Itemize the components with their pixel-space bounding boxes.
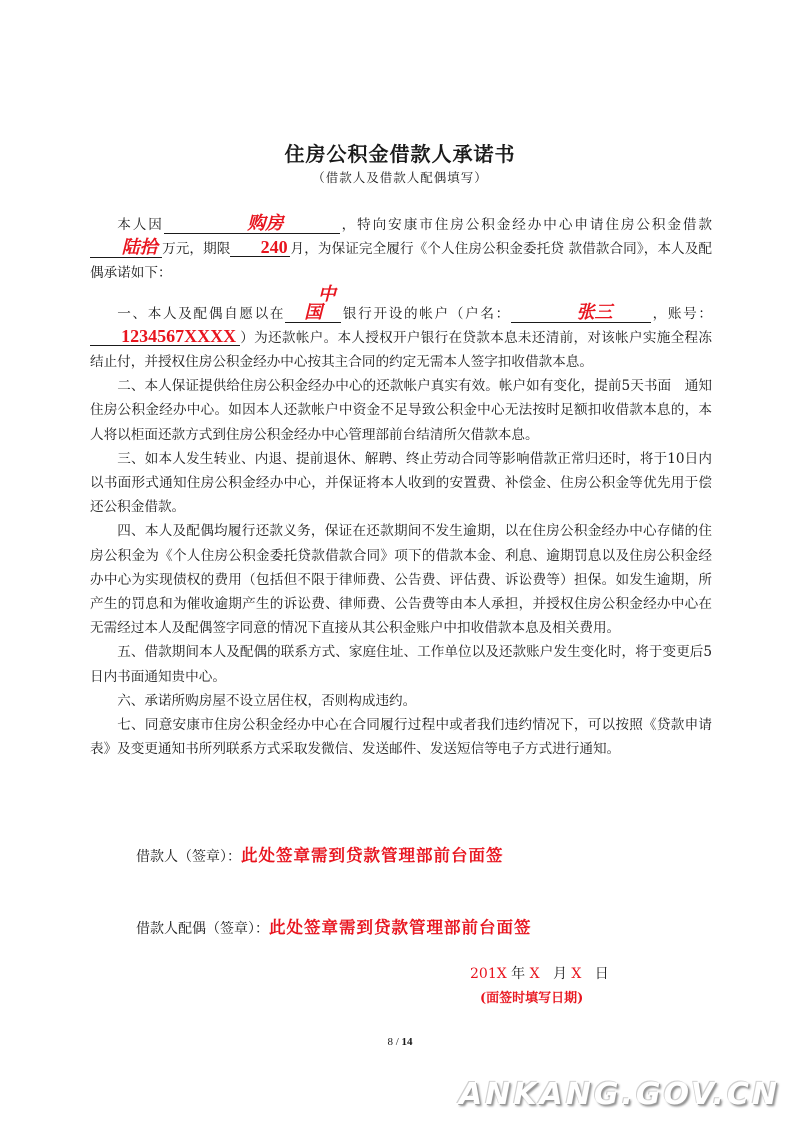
site-watermark: ANKANG.GOV.CN bbox=[458, 1077, 780, 1112]
intro-paragraph bbox=[90, 213, 712, 286]
borrower-signature-line bbox=[136, 842, 504, 866]
intro-text-3: 万元，期限 bbox=[162, 241, 231, 258]
intro-text-4: 月，为保证完全履行《个人住房公积金委托贷 款借款合同》，本人及配偶承诺如下： bbox=[90, 241, 712, 282]
item1-text-1: 一、本人及配偶自愿以在 bbox=[117, 305, 286, 322]
intro-text-2: ，特向安康市住房公积金经办中心申请住房公积金借款 bbox=[339, 217, 713, 233]
commitment-item-5: 五、借款期间本人及配偶的联系方式、家庭住址、工作单位以及还款账户发生变化时，将于变更后5日内书面通知贵中心。 bbox=[90, 644, 712, 685]
intro-text-1: 本人因 bbox=[117, 217, 164, 233]
spouse-signature-line bbox=[136, 914, 532, 938]
spouse-signature-label: 借款人配偶（签章）： bbox=[136, 921, 269, 937]
loan-amount-field: 陆拾 bbox=[90, 239, 162, 258]
document-body bbox=[90, 213, 712, 761]
commitment-item-3: 三、如本人发生转业、内退、提前退休、解聘、终止劳动合同等影响借款正常归还时，将于10日内以书面形式通知住房公积金经办中心，并保证将本人收到的安置费、补偿金、住房公积金等优先用于偿还公积金借款。 bbox=[90, 450, 712, 516]
item1-text-2: 银行开设的帐户（户名： bbox=[341, 305, 511, 322]
account-name-field: 张三 bbox=[511, 304, 651, 323]
date-note: (面签时填写日期) bbox=[480, 991, 584, 1006]
bank-name-field: 中国 bbox=[285, 286, 341, 323]
account-number-field: 1234567XXXX bbox=[90, 327, 240, 346]
loan-term-field: 240 bbox=[230, 238, 290, 257]
item1-text-3: ，账号： bbox=[650, 305, 713, 322]
page-current: 8 bbox=[387, 1036, 393, 1048]
date-day: X bbox=[571, 966, 582, 982]
date-year: 201X bbox=[470, 966, 507, 982]
page-separator: / bbox=[395, 1036, 399, 1048]
document-title: 住房公积金借款人承诺书 bbox=[284, 142, 516, 166]
page-number bbox=[0, 1036, 800, 1048]
date-day-label: 日 bbox=[594, 966, 609, 982]
document-subtitle: （借款人及借款人配偶填写） bbox=[312, 170, 488, 185]
commitment-item-2: 二、本人保证提供给住房公积金经办中心的还款帐户真实有效。帐户如有变化，提前5天书面 通知住房公积金经办中心。如因本人还款帐户中资金不足导致公积金中心无法按时足额扣收借款本息的，本人将以柜面还款方式到住房公积金经办中心管理部前台结清所欠借款本息。 bbox=[90, 378, 712, 443]
page-total: 14 bbox=[401, 1036, 413, 1048]
commitment-item-4: 四、本人及配偶均履行还款义务，保证在还款期间不发生逾期，以在住房公积金经办中心存储的住房公积金为《个人住房公积金委托贷款借款合同》项下的借款本金、利息、逾期罚息以及住房公积金经办中心为实现债权的费用（包括但不限于律师费、公告费、评估费、诉讼费等）担保。如发生逾期，所产生的罚息和为催收逾期产生的诉讼费、律师费、公告费等由本人承担，并授权住房公积金经办中心在无需经过本人及配偶签字同意的情况下直接从其公积金账户中扣收借款本息及相关费用。 bbox=[90, 523, 712, 637]
loan-reason-field: 购房 bbox=[164, 215, 340, 234]
date-month: X bbox=[529, 966, 540, 982]
date-year-label: 年 bbox=[511, 966, 526, 982]
borrower-signature-label: 借款人（签章）： bbox=[136, 849, 241, 865]
item1-text-4: ）为还款帐户。本人授权开户银行在贷款本息未还清前，对该帐户实施全程冻结止付，并授权住房公积金经办中心按其主合同的约定无需本人签字扣收借款本息。 bbox=[90, 329, 712, 371]
borrower-signature-note: 此处签章需到贷款管理部前台面签 bbox=[241, 846, 504, 865]
commitment-item-6: 六、承诺所购房屋不设立居住权，否则构成违约。 bbox=[117, 692, 417, 709]
date-month-label: 月 bbox=[552, 966, 567, 982]
commitment-item-1 bbox=[90, 283, 713, 375]
spouse-signature-note: 此处签章需到贷款管理部前台面签 bbox=[269, 918, 532, 937]
signing-date bbox=[470, 963, 609, 983]
commitment-item-7: 七、同意安康市住房公积金经办中心在合同履行过程中或者我们违约情况下，可以按照《贷款申请表》及变更通知书所列联系方式采取发微信、发送邮件、发送短信等电子方式进行通知。 bbox=[90, 717, 712, 758]
